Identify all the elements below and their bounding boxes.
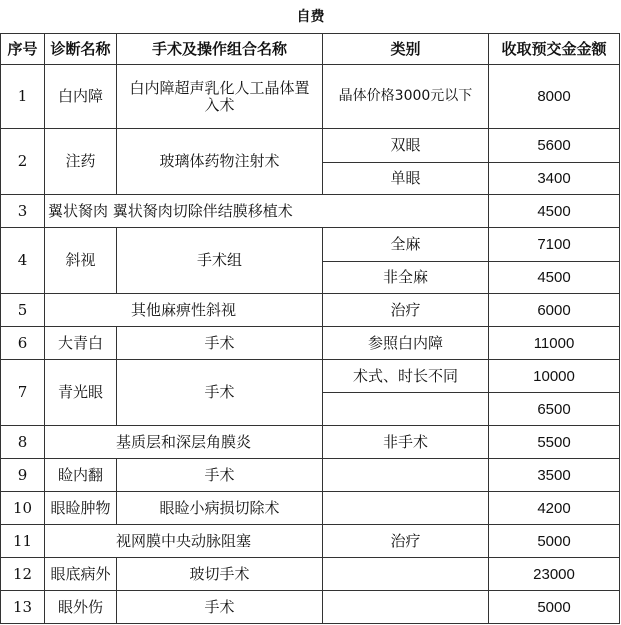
row-procedure: 眼睑小病损切除术 [117,492,323,525]
table-title: 自费 [296,9,325,25]
row-category: 术式、时长不同 [323,360,489,393]
row-amount: 5500 [489,426,620,459]
row-no: 3 [1,195,45,228]
row-amount: 6500 [489,393,620,426]
row-amount: 7100 [489,228,620,262]
row-amount: 6000 [489,294,620,327]
row-category [323,393,489,426]
row-category: 治疗 [323,294,489,327]
table-row [1,65,620,129]
row-no: 4 [1,228,45,294]
table-row [1,327,620,360]
header-category: 类别 [323,34,489,65]
row-amount: 4500 [489,262,620,294]
row-amount: 5000 [489,525,620,558]
row-category: 非全麻 [323,262,489,294]
header-no: 序号 [1,34,45,65]
table-row [1,426,620,459]
fee-table [0,33,620,624]
header-row [1,34,620,65]
table-row [1,459,620,492]
table-row [1,525,620,558]
row-no: 13 [1,591,45,624]
row-procedure: 手术 [117,459,323,492]
header-diagnosis: 诊断名称 [45,34,117,65]
row-amount: 5600 [489,129,620,163]
row-no: 8 [1,426,45,459]
row-procedure: 手术 [117,327,323,360]
row-category [323,591,489,624]
row-no: 5 [1,294,45,327]
row-amount: 8000 [489,65,620,129]
row-amount: 11000 [489,327,620,360]
row-amount: 4200 [489,492,620,525]
row-amount: 10000 [489,360,620,393]
row-diagnosis: 青光眼 [45,360,117,426]
table-row [1,129,620,163]
row-category: 单眼 [323,163,489,195]
table-row [1,492,620,525]
row-diagnosis: 斜视 [45,228,117,294]
table-row [1,195,620,228]
row-category: 非手术 [323,426,489,459]
row-procedure: 手术组 [117,228,323,294]
row-procedure: 玻璃体药物注射术 [117,129,323,195]
row-no: 10 [1,492,45,525]
table-row [1,591,620,624]
row-category [323,459,489,492]
row-category: 参照白内障 [323,327,489,360]
row-no: 9 [1,459,45,492]
row-procedure: 白内障超声乳化人工晶体置入术 [117,65,323,129]
row-no: 12 [1,558,45,591]
row-amount: 4500 [489,195,620,228]
row-no: 7 [1,360,45,426]
row-diagnosis: 注药 [45,129,117,195]
row-amount: 3400 [489,163,620,195]
row-procedure: 手术 [117,591,323,624]
row-category: 晶体价格3000元以下 [323,65,489,129]
table-row [1,558,620,591]
row-category: 全麻 [323,228,489,262]
row-diagnosis-procedure: 基质层和深层角膜炎 [45,426,323,459]
row-amount: 5000 [489,591,620,624]
row-category [323,492,489,525]
row-amount: 23000 [489,558,620,591]
row-amount: 3500 [489,459,620,492]
row-procedure: 玻切手术 [117,558,323,591]
row-diagnosis: 睑内翻 [45,459,117,492]
row-no: 2 [1,129,45,195]
row-diagnosis: 白内障 [45,65,117,129]
row-diagnosis: 眼底病外 [45,558,117,591]
row-procedure: 手术 [117,360,323,426]
row-category: 双眼 [323,129,489,163]
table-row [1,294,620,327]
row-diagnosis-procedure: 其他麻痹性斜视 [45,294,323,327]
header-amount: 收取预交金金额 [489,34,620,65]
row-no: 1 [1,65,45,129]
row-diagnosis: 眼外伤 [45,591,117,624]
table-row [1,360,620,393]
row-diagnosis-procedure: 翼状胬肉 翼状胬肉切除伴结膜移植术 [45,195,489,228]
row-category: 治疗 [323,525,489,558]
row-no: 6 [1,327,45,360]
row-diagnosis: 大青白 [45,327,117,360]
row-diagnosis: 眼睑肿物 [45,492,117,525]
row-no: 11 [1,525,45,558]
row-diagnosis-procedure: 视网膜中央动脉阻塞 [45,525,323,558]
row-category [323,558,489,591]
header-procedure: 手术及操作组合名称 [117,34,323,65]
table-row [1,228,620,262]
